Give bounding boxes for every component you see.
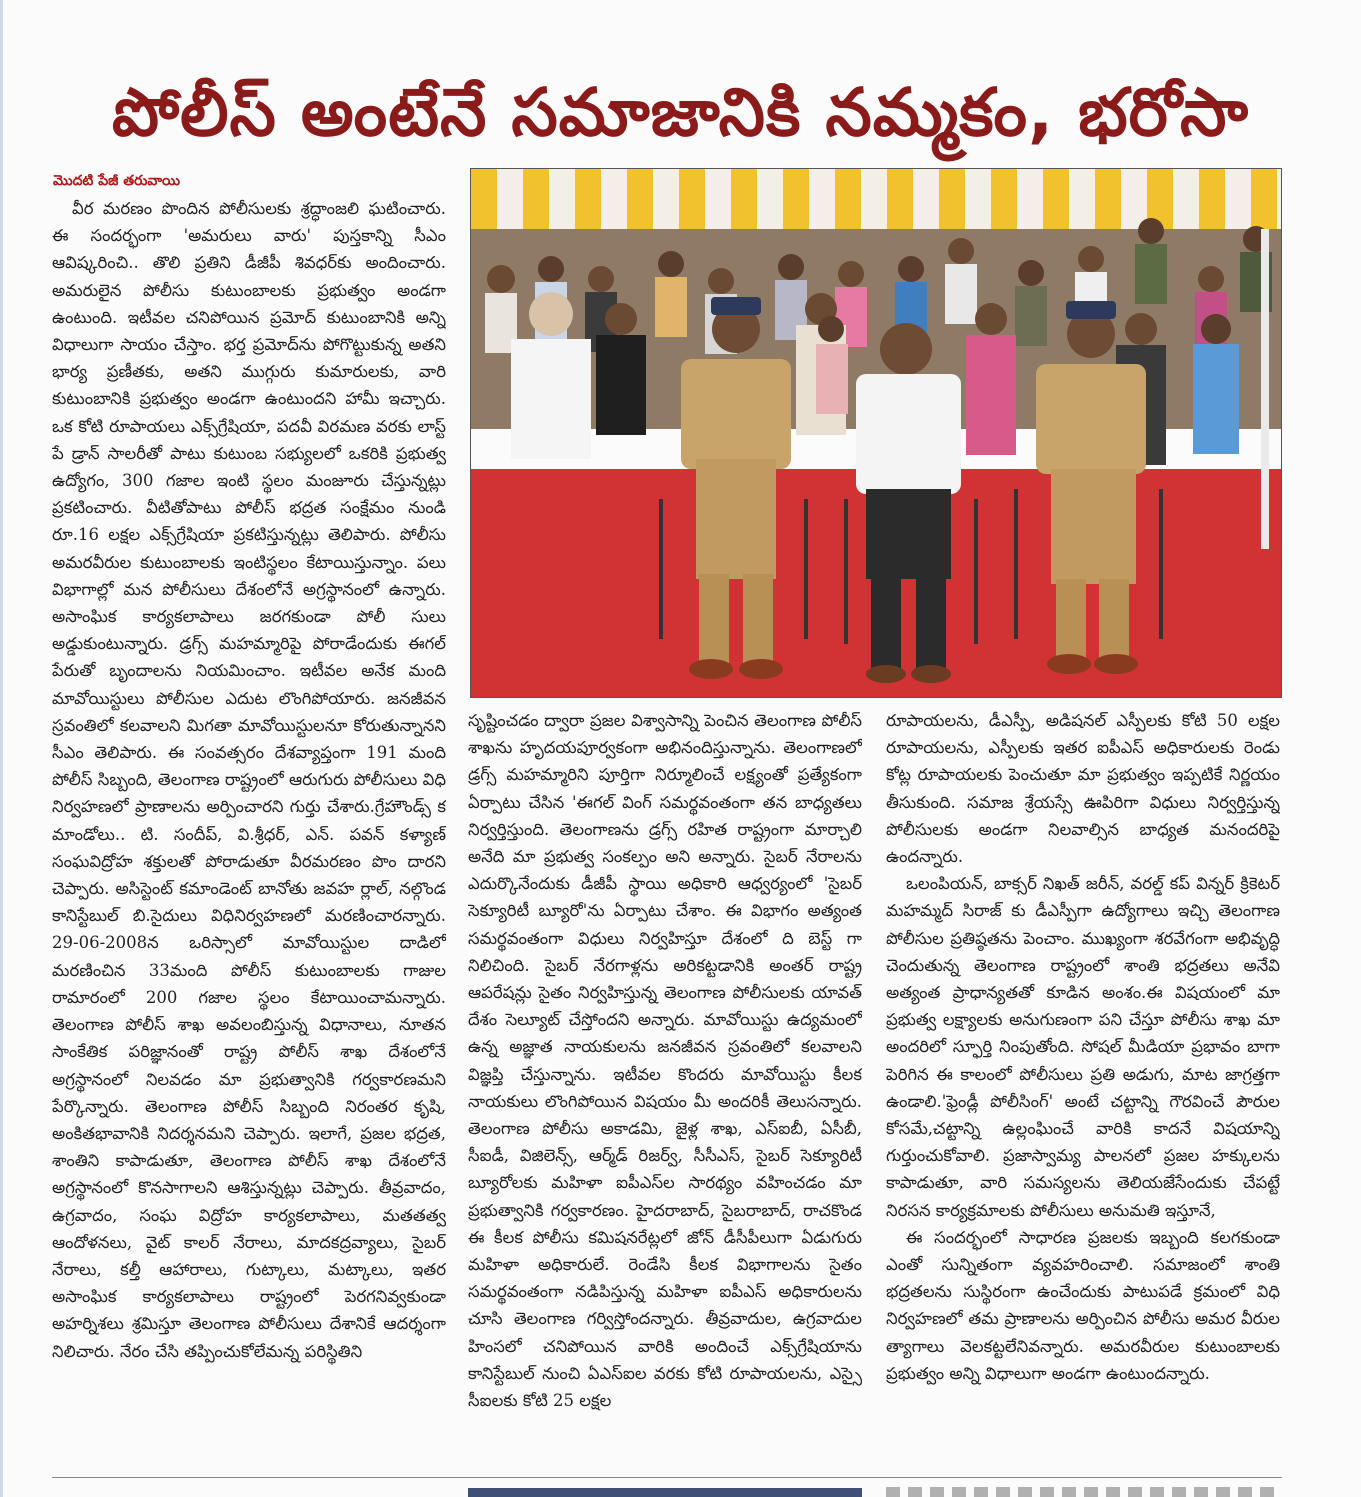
- page-edge-rule: [0, 0, 3, 1497]
- paragraph: రూపాయలను, డీఎస్పీ, అడిషనల్ ఎస్పీలకు కోటి 50 లక్షల రూపాయలను, ఎస్పీలకు ఇతర ఐపీఎస్ అధికారులకు రెండు కోట్ల రూపాయలకు పెంచుతూ మా ప్రభుత్వం ఇప్పటికే నిర్ణయం తీసుకుంది. సమాజ శ్రేయస్సే ఊపిరిగా విధులు నిర్వర్తిస్తున్న పోలీసులకు అండగా నిలవాల్సిన బాధ్యత మనందరిపై ఉందన్నారు.: [886, 711, 1280, 867]
- paragraph: ఒలంపియన్, బాక్సర్ నిఖత్ జరీన్, వరల్డ్ కప్ విన్నర్ క్రికెటర్ మహమ్మద్ సిరాజ్ కు డీఎస్పీగా ఉద్యోగాలు ఇచ్చి తెలంగాణ పోలీసుల ప్రతిష్ఠతను పెంచాం. ముఖ్యంగా శరవేగంగా అభివృద్ధి చెందుతున్న తెలంగాణ రాష్ట్రంలో శాంతి భద్రతలు అనేవి అత్యంత ప్రాధాన్యతతో కూడిన అంశం.ఈ విషయంలో మా ప్రభుత్వ లక్ష్యాలకు అనుగుణంగా పని చేస్తూ పోలీసు శాఖ మా అందరిలో స్ఫూర్తి నింపుతోంది. సోషల్ మీడియా ప్రభావం బాగా పెరిగిన ఈ కాలంలో పోలీసులు ప్రతి అడుగు, మాట జాగ్రత్తగా ఉండాలి.'ఫ్రెండ్లీ పోలీసింగ్' అంటే చట్టాన్ని గౌరవించే పౌరుల కోసమే,చట్టాన్ని ఉల్లంఘించే వారికి కాదనే విషయాన్ని గుర్తుంచుకోవాలి. ప్రజాస్వామ్య పాలనలో ప్రజల హక్కులను కాపాడుతూ, వారి సమస్యలను తెలియజేసేందుకు చేపట్టే నిరసన కార్యక్రమాలకు పోలీసులు అనుమతి ఇస్తూనే,: [886, 874, 1280, 1220]
- article-column-1: [52, 195, 446, 1475]
- article-column-2: [468, 707, 862, 1475]
- paragraph: వీర మరణం పొందిన పోలీసులకు శ్రద్ధాంజలి ఘటించారు. ఈ సందర్భంగా 'అమరులు వారు' పుస్తకాన్ని సీఎం ఆవిష్కరించి.. తొలి ప్రతిని డీజీపీ శివధర్‌కు అందించారు. అమరులైన పోలీసు కుటుంబాలకు ప్రభుత్వం అండగా ఉంటుంది. ఇటీవల చనిపోయిన ప్రమోద్ కుటుంబానికి అన్ని విధాలుగా సాయం చేస్తాం. భర్త ప్రమోద్‌ను పోగొట్టుకున్న అతని భార్య ప్రణీతకు, అతని ముగ్గురు కుమారులకు, వారి కుటుంబానికి ప్రభుత్వం అండగా ఉంటుందని హామీ ఇచ్చారు. ఒక కోటి రూపాయలు ఎక్స్‌గ్రేషియా, పదవీ విరమణ వరకు లాస్ట్ పే డ్రాన్ సాలరీతో పాటు కుటుంబ సభ్యులలో ఒకరికి ప్రభుత్వ ఉద్యోగం, 300 గజాల ఇంటి స్థలం మంజూరు చేస్తున్నట్లు ప్రకటించారు. వీటితోపాటు పోలీస్ భద్రత సంక్షేమం నుండి రూ.16 లక్షల ఎక్స్‌గ్రేషియా ప్రకటిస్తున్నట్లు తెలిపారు. పోలీసు అమరవీరుల కుటుంబాలకు ఇంటిస్థలం కేటాయిస్తున్నాం. పలు విభాగాల్లో మన పోలీసులు దేశంలోనే అగ్రస్థానంలో ఉన్నారు. అసాంఘిక కార్యకలాపాలు జరగకుండా పోలీ సులు అడ్డుకుంటున్నారు. డ్రగ్స్ మహమ్మారిపై పోరాడేందుకు ఈగల్ పేరుతో బృందాలను నియమించాం. ఇటీవల అనేక మంది మావోయిస్టులు పోలీసుల ఎదుట లొంగిపోయారు. జనజీవన స్రవంతిలో కలవాలని మిగతా మావోయిస్టులనూ కోరుతున్నానని సీఎం తెలిపారు. ఈ సంవత్సరం దేశవ్యాప్తంగా 191 మంది పోలీస్ సిబ్బంది, తెలంగాణ రాష్ట్రంలో ఆరుగురు పోలీసులు విధి నిర్వహణలో ప్రాణాలను అర్పించారని గుర్తు చేశారు.గ్రేహౌండ్స్ క మాండోలు.. టి. సందీప్, వి.శ్రీధర్, ఎన్. పవన్ కళ్యాణ్ సంఘవిద్రోహ శక్తులతో పోరాడుతూ వీరమరణం పొం దారని చెప్పారు. అసిస్టెంట్ కమాండెంట్ బానోతు జవహ ర్లాల్, నల్గొండ కానిస్టేబుల్ బి.సైదులు విధినిర్వహణలో మరణించారన్నారు. 29-06-2008న ఒరిస్సాలో మావోయిస్టుల దాడిలో మరణించిన 33మంది పోలీస్ కుటుంబాలకు గాజుల రామారంలో 200 గజాల స్థలం కేటాయించామన్నారు. తెలంగాణ పోలీస్ శాఖ అవలంబిస్తున్న విధానాలు, నూతన సాంకేతిక పరిజ్ఞానంతో రాష్ట్ర పోలీస్ శాఖ దేశంలోనే అగ్రస్థానంలో నిలవడం మా ప్రభుత్వానికి గర్వకారణమని పేర్కొన్నారు. తెలంగాణ పోలీస్ సిబ్బంది నిరంతర కృషి, అంకితభావానికి నిదర్శనమని చెప్పారు. ఇలాగే, ప్రజల భద్రత, శాంతిని కాపాడుతూ, తెలంగాణ పోలీస్ శాఖ దేశంలోనే అగ్రస్థానంలో కొనసాగాలని ఆశిస్తున్నట్లు చెప్పారు. తీవ్రవాదం, ఉగ్రవాదం, సంఘ విద్రోహ కార్యకలాపాలు, మతతత్వ ఆందోళనలు, వైట్ కాలర్ నేరాలు, మాదకద్రవ్యాలు, సైబర్ నేరాలు, కల్తీ ఆహారాలు, గుట్కాలు, మట్కాలు, ఇతర అసాంఘిక కార్యకలాపాలు రాష్ట్రంలో పెరగనివ్వకుండా అహర్నిశలు శ్రమిస్తూ తెలంగాణ పోలీసులు దేశానికే ఆదర్శంగా నిలిచారు. నేరం చేసి తప్పించుకోలేమన్న పరిస్థితిని: [52, 199, 446, 1361]
- article-column-3: [886, 707, 1280, 1475]
- headline: పోలీస్ అంటేనే సమాజానికి నమ్మకం, భరోసా: [111, 74, 1250, 151]
- bottom-divider: [52, 1477, 1282, 1478]
- next-story-image-edge: [468, 1488, 862, 1497]
- continuation-kicker: మొదటి పేజీ తరువాయి: [53, 173, 180, 189]
- paragraph: ఈ సందర్భంలో సాధారణ ప్రజలకు ఇబ్బంది కలగకుండా ఎంతో సున్నితంగా వ్యవహరించాలి. సమాజంలో శాంతి భద్రతలను సుస్థిరంగా ఉంచేందుకు పాటుపడే క్రమంలో విధి నిర్వహణలో తమ ప్రాణాలను అర్పించిన పోలీసు అమర వీరుల త్యాగాలు వెలకట్టలేనివన్నారు. అమరవీరుల కుటుంబాలకు ప్రభుత్వం అన్ని విధాలుగా అండగా ఉంటుందన్నారు.: [886, 1227, 1280, 1383]
- next-story-text-edge: [886, 1487, 1280, 1497]
- paragraph: సృష్టించడం ద్వారా ప్రజల విశ్వాసాన్ని పెంచిన తెలంగాణ పోలీస్ శాఖను హృదయపూర్వకంగా అభినందిస్తున్నాను. తెలంగాణలో డ్రగ్స్ మహమ్మారిని పూర్తిగా నిర్మూలించే లక్ష్యంతో ప్రత్యేకంగా ఏర్పాటు చేసిన 'ఈగల్ వింగ్ సమర్థవంతంగా తన బాధ్యతలు నిర్వర్తిస్తుంది. తెలంగాణను డ్రగ్స్ రహిత రాష్ట్రంగా మార్చాలి అనేది మా ప్రభుత్వ సంకల్పం అని అన్నారు. సైబర్ నేరాలను ఎదుర్కొనేందుకు డీజీపీ స్థాయి అధికారి ఆధ్వర్యంలో 'సైబర్ సెక్యూరిటీ బ్యూరో'ను ఏర్పాటు చేశాం. ఈ విభాగం అత్యంత సమర్థవంతంగా విధులు నిర్వహిస్తూ దేశంలో ది బెస్ట్ గా నిలిచింది. సైబర్ నేరగాళ్లను అరికట్టడానికి అంతర్ రాష్ట్ర ఆపరేషన్లు సైతం నిర్వహిస్తున్న తెలంగాణ పోలీసులకు యావత్ దేశం సెల్యూట్ చేస్తోందని అన్నారు. మావోయిస్టు ఉద్యమంలో ఉన్న అజ్ఞాత నాయకులను జనజీవన స్రవంతిలో కలవాలని విజ్ఞప్తి చేస్తున్నాను. ఇటీవల కొందరు మావోయిస్టు కీలక నాయకులు లొంగిపోయిన విషయం మీ అందరికీ తెలుసన్నారు. తెలంగాణ పోలీసు అకాడమి, జైళ్ల శాఖ, ఎస్ఐబీ, ఏసీబీ, సీఐడీ, విజిలెన్స్, ఆర్మ్‌డ్ రిజర్వ్, సీసీఎస్, సైబర్ సెక్యూరిటీ బ్యూరోలకు మహిళా ఐపీఎస్‌ల సారథ్యం వహించడం మా ప్రభుత్వానికి గర్వకారణం. హైదరాబాద్, సైబరాబాద్, రాచకొండ ఈ కీలక పోలీసు కమిషనరేట్లలో జోన్ డీసీపీలుగా ఏడుగురు మహిళా అధికారులే. రెండేసి కీలక విభాగాలను సైతం సమర్థవంతంగా నడిపిస్తున్న మహిళా ఐపీఎస్ అధికారులను చూసి తెలంగాణ గర్విస్తోందన్నారు. తీవ్రవాదుల, ఉగ్రవాదుల హింసలో చనిపోయిన వారికి అందించే ఎక్స్‌గ్రేషియాను కానిస్టేబుల్ నుంచి ఏఎస్ఐల వరకు కోటి రూపాయలను, ఎస్సై సీఐలకు కోటి 25 లక్షల: [468, 711, 862, 1411]
- event-photo: [470, 168, 1282, 698]
